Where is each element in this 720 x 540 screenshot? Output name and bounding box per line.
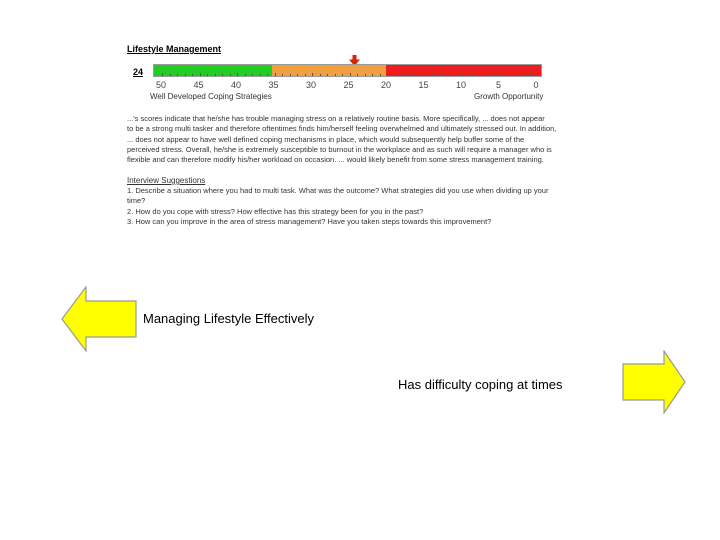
scale-tick: [440, 74, 441, 76]
scale-tick-label: 10: [455, 80, 467, 90]
scale-tick: [537, 73, 538, 76]
scale-tick: [417, 74, 418, 76]
scale-tick: [387, 73, 388, 76]
scale-tick-label: 5: [495, 80, 502, 90]
scale-tick: [192, 74, 193, 76]
score-value: 24: [133, 67, 144, 77]
scale-tick: [380, 74, 381, 76]
scale-labels: [153, 80, 542, 92]
suggestion-item: 3. How can you improve in the area of stress management? Have you taken steps towards this improvement?: [127, 217, 492, 226]
scale-tick: [237, 73, 238, 76]
scale-tick-label: 35: [268, 80, 279, 90]
scale-tick: [200, 73, 201, 76]
scale-tick: [177, 74, 178, 76]
scale-tick: [267, 74, 268, 76]
scale-tick: [410, 74, 411, 76]
scale-tick: [282, 74, 283, 76]
report-description: [127, 114, 595, 165]
scale-tick: [215, 74, 216, 76]
scale-tick: [170, 74, 171, 76]
scale-tick-label: 40: [230, 80, 242, 90]
scale-tick-label: 30: [305, 80, 317, 90]
description-line: ... does not appear to have well defined coping mechanisms in place, which would subsequently help buffer some of the: [127, 134, 525, 144]
scale-ticks: [154, 73, 541, 76]
scale-tick: [477, 74, 478, 76]
scale-tick-label: 20: [380, 80, 392, 90]
scale-tick-label: 45: [193, 80, 204, 90]
scale-tick: [185, 74, 186, 76]
description-line: to be a strong multi tasker and therefore oftentimes finds him/herself feeling overwhelmed and ultimately stressed out. In addition,: [127, 124, 557, 134]
description-line: ...'s scores indicate that he/she has trouble managing stress on a relatively routine basis. More specifically, ... does not appear: [127, 114, 545, 123]
sub-label: Has difficulty coping at times: [398, 377, 563, 392]
suggestion-item: time?: [127, 196, 146, 206]
scale-tick: [312, 73, 313, 76]
scale-left-anchor-label: Well Developed Coping Strategies: [150, 92, 272, 101]
scale-tick: [365, 74, 366, 76]
scale-tick: [335, 74, 336, 76]
scale-tick: [470, 74, 471, 76]
suggestion-item: 2. How do you cope with stress? How effective has this strategy been for you in the past?: [127, 206, 424, 216]
scale-tick: [252, 74, 253, 76]
scale-tick: [207, 74, 208, 76]
score-scale-bar: [153, 64, 542, 77]
scale-tick: [447, 74, 448, 76]
scale-tick: [230, 74, 231, 76]
scale-tick: [305, 74, 306, 76]
scale-tick-label: 0: [533, 80, 539, 90]
scale-tick: [425, 73, 426, 76]
scale-tick: [395, 74, 396, 76]
scale-tick: [492, 74, 493, 76]
description-line: perceived stress. Overall, he/she is extremely susceptible to burnout in the workplace and as such will require a manager who is: [127, 144, 552, 154]
scale-tick: [275, 73, 276, 76]
scale-tick: [162, 73, 163, 76]
suggestions-list: [127, 186, 595, 226]
scale-tick: [260, 74, 261, 76]
scale-tick: [432, 74, 433, 76]
scale-tick: [290, 74, 291, 76]
scale-tick: [357, 74, 358, 76]
scale-tick-label: 25: [343, 80, 354, 90]
scale-tick: [372, 74, 373, 76]
scale-right-anchor-label: Growth Opportunity: [474, 92, 544, 101]
scale-tick: [455, 74, 456, 76]
description-line: flexible and can therefore modify his/her workload on occasion. ... would likely benefit from some stress management training.: [127, 155, 544, 165]
scale-tick: [222, 74, 223, 76]
scale-tick: [522, 74, 523, 76]
scale-tick: [515, 74, 516, 76]
scale-tick: [245, 74, 246, 76]
main-label: Managing Lifestyle Effectively: [143, 311, 315, 326]
arrow-left-icon[interactable]: [61, 286, 137, 352]
scale-tick: [350, 73, 351, 76]
scale-tick-label: 15: [418, 80, 429, 90]
report-title: Lifestyle Management: [127, 44, 222, 54]
scale-tick: [320, 74, 321, 76]
arrow-right-icon[interactable]: [622, 350, 686, 414]
scale-tick: [530, 74, 531, 76]
scale-tick: [402, 74, 403, 76]
scale-tick: [327, 74, 328, 76]
suggestion-item: 1. Describe a situation where you had to multi task. What was the outcome? What strategies did you use when dividing up your: [127, 186, 549, 195]
scale-tick-label: 50: [155, 80, 167, 90]
scale-tick: [462, 73, 463, 76]
scale-tick: [500, 73, 501, 76]
scale-tick: [342, 74, 343, 76]
suggestions-heading: Interview Suggestions: [127, 176, 206, 185]
scale-tick: [485, 74, 486, 76]
scale-tick: [507, 74, 508, 76]
scale-tick: [297, 74, 298, 76]
